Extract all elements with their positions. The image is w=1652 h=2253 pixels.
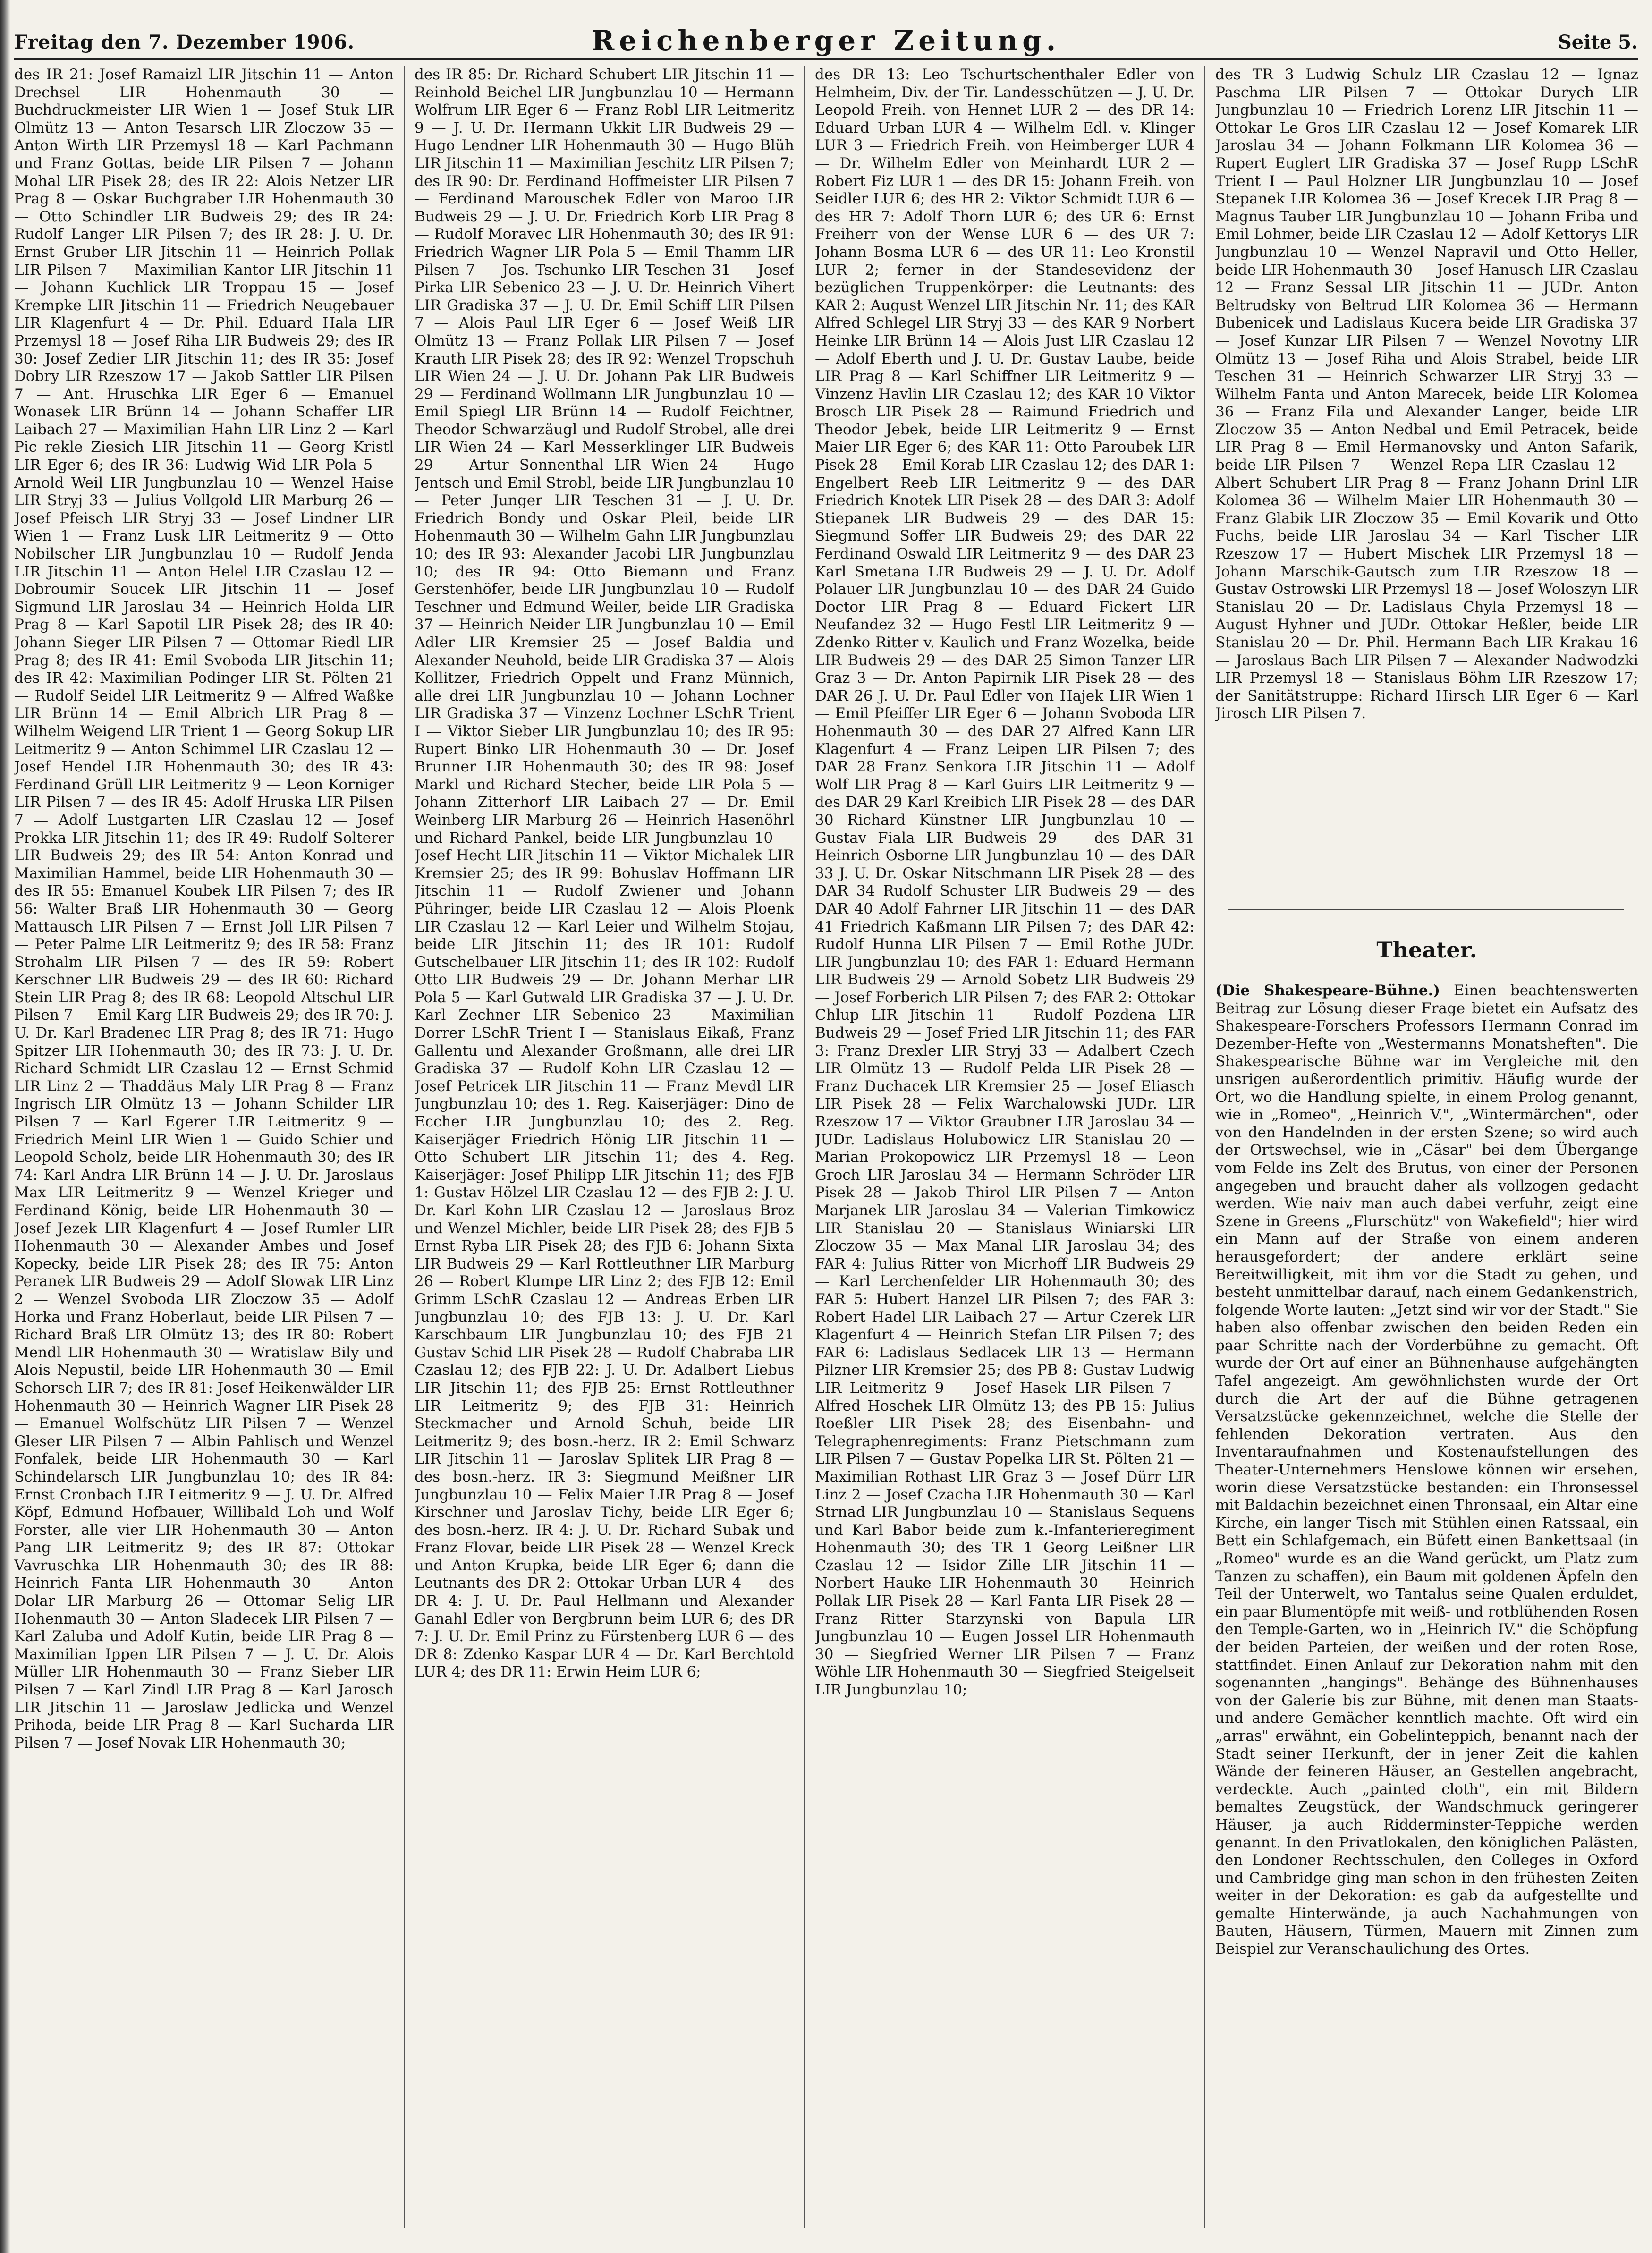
column-2 [415,66,794,2228]
article-body: Einen beachtenswerten Beitrag zur Lösung dieser Frage bietet ein Aufsatz des Shakespeare-Forschers Professors Hermann Conrad im Dezember-Hefte von „Westermanns Monatsheften". Die Shakespearische Bühne war im Vergleiche mit den unsrigen außerordentlich primitiv. Häufig wurde der Ort, wo die Handlung spielte, in einem Prolog genannt, wie in „Romeo", „Heinrich V.", „Wintermärchen", oder von den Handelnden in der ersten Szene; so wird auch der Ortswechsel, wie in „Cäsar" bei dem Übergange vom Felde ins Zelt des Brutus, von einer der Personen angegeben und braucht daher als vollzogen gedacht werden. Wie naiv man auch dabei verfuhr, zeigt eine Szene in Greens „Flurschütz" von Wakefield"; hier wird ein Mann auf der Straße von einem anderen herausgefordert; der andere erklärt seine Bereitwilligkeit, mit ihm vor die Stadt zu gehen, und besteht unmittelbar darauf, nach einem Gedankenstrich, folgende Worte lauten: „Jetzt sind wir vor der Stadt." Sie haben also offenbar zwischen den beiden Reden ein paar Schritte nach der Vorderbühne zu gemacht. Oft wurde der Ort auf einer an Bühnenhause aufgehängten Tafel angezeigt. Am gewöhnlichsten wurde der Ort durch die Art der auf die Bühne getragenen Versatzstücke gekennzeichnet, welche die Stelle der fehlenden Dekoration vertraten. Aus den Inventaraufnahmen und Kostenaufstellungen des Theater-Unternehmers Henslowe können wir ersehen, worin diese Versatzstücke bestanden: ein Thronsessel mit Baldachin bezeichnet einen Thronsaal, ein Altar eine Kirche, ein langer Tisch mit Stühlen einen Ratssaal, ein Bett ein Schlafgemach, ein Büfett einen Bankettsaal (in „Romeo" wurde es an die Wand gerückt, um Platz zum Tanzen zu schaffen), ein Baum mit goldenen Äpfeln den Teil der Unterwelt, wo Tantalus seine Qualen erduldet, ein paar Blumentöpfe mit weiß- und rotblühenden Rosen den Temple-Garten, wo in „Heinrich IV." die Schöpfung der beiden Parteien, der weißen und der roten Rose, stattfindet. Einen Anlauf zur Dekoration nahm mit den sogenannten „hangings". Behänge des Bühnenhauses von der Galerie bis zur Bühne, mit denen man Staats- und andere Gemächer kenntlich machte. Oft wird ein „arras" erwähnt, ein Gobelinteppich, benannt nach der Stadt seiner Herkunft, der in jener Zeit die kahlen Wände der feineren Häuser, an Gestellen angebracht, verdeckte. Auch „painted cloth", ein mit Bildern bemaltes Zeugstück, der Wandschmuck geringerer Häuser, ja auch Ridderminster-Teppiche werden genannt. In den Privatlokalen, den königlichen Palästen, den Londoner Rechtsschulen, den Colleges in Oxford und Cambridge ging man schon in den frühesten Zeiten weiter in der Dekoration: es gab da aufgestellte und gemalte Hinterwände, ja auch Nachahmungen von Bauten, Häusern, Türmen, Mauern mit Zinnen zum Beispiel zur Veranschaulichung des Ortes. [1215,982,1638,1958]
section-heading: Theater. [1376,937,1477,963]
section-rule [1228,909,1624,910]
column-divider [804,66,805,2228]
column-text: des IR 21: Josef Ramaizl LIR Jitschin 11 — Anton Drechsel LIR Hohenmauth 30 — Buchdruckmeister LIR Wien 1 — Josef Stuk LIR Olmütz 13 — Anton Tesarsch LIR Zloczow 35 — Anton Wirth LIR Przemysl 18 — Karl Pachmann und Franz Gottas, beide LIR Pilsen 7 — Johann Mohal LIR Pisek 28; des IR 22: Alois Netzer LIR Prag 8 — Oskar Buchgraber LIR Hohenmauth 30 — Otto Schindler LIR Budweis 29; des IR 24: Rudolf Langer LIR Pilsen 7; des IR 28: J. U. Dr. Ernst Gruber LIR Jitschin 11 — Heinrich Pollak LIR Pilsen 7 — Maximilian Kantor LIR Jitschin 11 — Johann Kuchlick LIR Troppau 15 — Josef Krempke LIR Jitschin 11 — Friedrich Neugebauer LIR Klagenfurt 4 — Dr. Phil. Eduard Hala LIR Przemysl 18 — Josef Riha LIR Budweis 29; des IR 30: Josef Zedier LIR Jitschin 11; des IR 35: Josef Dobry LIR Rzeszow 17 — Jakob Sattler LIR Pilsen 7 — Ant. Hruschka LIR Eger 6 — Emanuel Wonasek LIR Brünn 14 — Johann Schaffer LIR Laibach 27 — Maximilian Hahn LIR Linz 2 — Karl Pic rekle Ziesich LIR Jitschin 11 — Georg Kristl LIR Eger 6; des IR 36: Ludwig Wid LIR Pola 5 — Arnold Weil LIR Jungbunzlau 10 — Wenzel Haise LIR Stryj 33 — Julius Vollgold LIR Marburg 26 — Josef Pfeisch LIR Stryj 33 — Josef Lindner LIR Wien 1 — Franz Lusk LIR Leitmeritz 9 — Otto Nobilscher LIR Jungbunzlau 10 — Rudolf Jenda LIR Jitschin 11 — Anton Helel LIR Czaslau 12 — Dobroumir Soucek LIR Jitschin 11 — Josef Sigmund LIR Jaroslau 34 — Heinrich Holda LIR Prag 8 — Karl Sapotil LIR Pisek 28; des IR 40: Johann Sieger LIR Pilsen 7 — Ottomar Riedl LIR Prag 8; des IR 41: Emil Svoboda LIR Jitschin 11; des IR 42: Maximilian Podinger LIR St. Pölten 21 — Rudolf Seidel LIR Leitmeritz 9 — Alfred Waßke LIR Brünn 14 — Emil Albrich LIR Prag 8 — Wilhelm Weigend LIR Trient 1 — Georg Sokup LIR Leitmeritz 9 — Anton Schimmel LIR Czaslau 12 — Josef Hendel LIR Hohenmauth 30; des IR 43: Ferdinand Grüll LIR Leitmeritz 9 — Leon Korniger LIR Pilsen 7 — des IR 45: Adolf Hruska LIR Pilsen 7 — Adolf Lustgarten LIR Czaslau 12 — Josef Prokka LIR Jitschin 11; des IR 49: Rudolf Solterer LIR Budweis 29; des IR 54: Anton Konrad und Maximilian Hammel, beide LIR Hohenmauth 30 — des IR 55: Emanuel Koubek LIR Pilsen 7; des IR 56: Walter Braß LIR Hohenmauth 30 — Georg Mattausch LIR Pilsen 7 — Ernst Joll LIR Pilsen 7 — Peter Palme LIR Leitmeritz 9; des IR 58: Franz Strohalm LIR Pilsen 7 — des IR 59: Robert Kerschner LIR Budweis 29 — des IR 60: Richard Stein LIR Prag 8; des IR 68: Leopold Altschul LIR Pilsen 7 — Emil Karg LIR Budweis 29; des IR 70: J. U. Dr. Karl Bradenec LIR Prag 8; des IR 71: Hugo Spitzer LIR Hohenmauth 30; des IR 73: J. U. Dr. Richard Schmidt LIR Czaslau 12 — Ernst Schmid LIR Linz 2 — Thaddäus Maly LIR Prag 8 — Franz Ingrisch LIR Olmütz 13 — Johann Schilder LIR Pilsen 7 — Karl Egerer LIR Leitmeritz 9 — Friedrich Meinl LIR Wien 1 — Guido Schier und Leopold Scholz, beide LIR Hohenmauth 30; des IR 74: Karl Andra LIR Brünn 14 — J. U. Dr. Jaroslaus Max LIR Leitmeritz 9 — Wenzel Krieger und Ferdinand König, beide LIR Hohenmauth 30 — Josef Jezek LIR Klagenfurt 4 — Josef Rumler LIR Hohenmauth 30 — Alexander Ambes und Josef Kopecky, beide LIR Pisek 28; des IR 75: Anton Peranek LIR Budweis 29 — Adolf Slowak LIR Linz 2 — Wenzel Svoboda LIR Zloczow 35 — Adolf Horka und Franz Hoberlaut, beide LIR Pilsen 7 — Richard Braß LIR Olmütz 13; des IR 80: Robert Mendl LIR Hohenmauth 30 — Wratislaw Bily und Alois Nepustil, beide LIR Hohenmauth 30 — Emil Schorsch LIR 7; des IR 81: Josef Heikenwälder LIR Hohenmauth 30 — Heinrich Wagner LIR Pisek 28 — Emanuel Wolfschütz LIR Pilsen 7 — Wenzel Gleser LIR Pilsen 7 — Albin Pahlisch und Wenzel Fonfalek, beide LIR Hohenmauth 30 — Karl Schindelarsch LIR Jungbunzlau 10; des IR 84: Ernst Cronbach LIR Leitmeritz 9 — J. U. Dr. Alfred Köpf, Edmund Hofbauer, Willibald Loh und Wolf Forster, alle vier LIR Hohenmauth 30 — Anton Pang LIR Leitmeritz 9; des IR 87: Ottokar Vavruschka LIR Hohenmauth 30; des IR 88: Heinrich Fanta LIR Hohenmauth 30 — Anton Dolar LIR Marburg 26 — Ottomar Selig LIR Hohenmauth 30 — Anton Sladecek LIR Pilsen 7 — Karl Zaluba und Adolf Kutin, beide LIR Prag 8 — Maximilian Ippen LIR Pilsen 7 — J. U. Dr. Alois Müller LIR Hohenmauth 30 — Franz Sieber LIR Pilsen 7 — Karl Zindl LIR Prag 8 — Karl Jarosch LIR Jitschin 11 — Jaroslaw Jedlicka und Wenzel Prihoda, beide LIR Prag 8 — Karl Sucharda LIR Pilsen 7 — Josef Novak LIR Hohenmauth 30; [14,66,394,1752]
theater-article [1215,982,1638,2228]
column-1 [14,66,394,2228]
article-subheading: (Die Shakespeare-Bühne.) [1215,982,1440,999]
column-text: des DR 13: Leo Tschurtschenthaler Edler von Helmheim, Div. der Tir. Landesschützen — J. U. Dr. Leopold Freih. von Hennet LUR 2 — des DR 14: Eduard Urban LUR 4 — Wilhelm Edl. v. Klinger LUR 3 — Friedrich Freih. von Heimberger LUR 4 — Dr. Wilhelm Edler von Meinhardt LUR 2 — Robert Fiz LUR 1 — des DR 15: Johann Freih. von Seidler LUR 6; des HR 2: Viktor Schmidt LUR 6 — des HR 7: Adolf Thorn LUR 6; des UR 6: Ernst Freiherr von der Wense LUR 6 — des UR 7: Johann Bosma LUR 6 — des UR 11: Leo Kronstil LUR 2; ferner in der Standesevidenz der bezüglichen Truppenkörper: die Leutnants: des KAR 2: August Wenzel LIR Jitschin Nr. 11; des KAR Alfred Schlegel LIR Stryj 33 — des KAR 9 Norbert Heinke LIR Brünn 14 — Alois Just LIR Czaslau 12 — Adolf Eberth und J. U. Dr. Gustav Laube, beide LIR Prag 8 — Karl Schiffner LIR Leitmeritz 9 — Vinzenz Havlin LIR Czaslau 12; des KAR 10 Viktor Brosch LIR Pisek 28 — Raimund Friedrich und Theodor Jebek, beide LIR Leitmeritz 9 — Ernst Maier LIR Eger 6; des KAR 11: Otto Paroubek LIR Pisek 28 — Emil Korab LIR Czaslau 12; des DAR 1: Engelbert Reeb LIR Leitmeritz 9 — des DAR Friedrich Knotek LIR Pisek 28 — des DAR 3: Adolf Stiepanek LIR Budweis 29 — des DAR 15: Siegmund Soffer LIR Budweis 29; des DAR 22 Ferdinand Oswald LIR Leitmeritz 9 — des DAR 23 Karl Smetana LIR Budweis 29 — J. U. Dr. Adolf Polauer LIR Jungbunzlau 10 — des DAR 24 Guido Doctor LIR Prag 8 — Eduard Fickert LIR Neufandez 32 — Hugo Festl LIR Leitmeritz 9 — Zdenko Ritter v. Kaulich und Franz Wozelka, beide LIR Budweis 29 — des DAR 25 Simon Tanzer LIR Graz 3 — Dr. Anton Papirnik LIR Pisek 28 — des DAR 26 J. U. Dr. Paul Edler von Hajek LIR Wien 1 — Emil Pfeiffer LIR Eger 6 — Johann Svoboda LIR Hohenmauth 30 — des DAR 27 Alfred Kann LIR Klagenfurt 4 — Franz Leipen LIR Pilsen 7; des DAR 28 Franz Senkora LIR Jitschin 11 — Adolf Wolf LIR Prag 8 — Karl Guirs LIR Leitmeritz 9 — des DAR 29 Karl Kreibich LIR Pisek 28 — des DAR 30 Richard Künstner LIR Jungbunzlau 10 — Gustav Fiala LIR Budweis 29 — des DAR 31 Heinrich Osborne LIR Jungbunzlau 10 — des DAR 33 J. U. Dr. Oskar Nitschmann LIR Pisek 28 — des DAR 34 Rudolf Schuster LIR Budweis 29 — des DAR 40 Adolf Fahrner LIR Jitschin 11 — des DAR 41 Friedrich Kaßmann LIR Pilsen 7; des DAR 42: Rudolf Hunna LIR Pilsen 7 — Emil Rothe JUDr. LIR Jungbunzlau 10; des FAR 1: Eduard Hermann LIR Budweis 29 — Arnold Sobetz LIR Budweis 29 — Josef Forberich LIR Pilsen 7; des FAR 2: Ottokar Chlup LIR Jitschin 11 — Rudolf Pozdena LIR Budweis 29 — Josef Fried LIR Jitschin 11; des FAR 3: Franz Drexler LIR Stryj 33 — Adalbert Czech LIR Olmütz 13 — Rudolf Pelda LIR Pisek 28 — Franz Duchacek LIR Kremsier 25 — Josef Eliasch LIR Pisek 28 — Felix Warchalowski JUDr. LIR Rzeszow 17 — Viktor Graubner LIR Jaroslau 34 — JUDr. Ladislaus Holubowicz LIR Stanislau 20 — Marian Prokopowicz LIR Przemysl 18 — Leon Groch LIR Jaroslau 34 — Hermann Schröder LIR Pisek 28 — Jakob Thirol LIR Pilsen 7 — Anton Marjanek LIR Jaroslau 34 — Valerian Timkowicz LIR Stanislau 20 — Stanislaus Winiarski LIR Zloczow 35 — Max Manal LIR Jaroslau 34; des FAR 4: Julius Ritter von Micrhoff LIR Budweis 29 — Karl Lerchenfelder LIR Hohenmauth 30; des FAR 5: Hubert Hanzel LIR Pilsen 7; des FAR 3: Robert Hadel LIR Laibach 27 — Artur Czerek LIR Klagenfurt 4 — Heinrich Stefan LIR Pilsen 7; des FAR 6: Ladislaus Sedlacek LIR 13 — Hermann Pilzner LIR Kremsier 25; des PB 8: Gustav Ludwig LIR Leitmeritz 9 — Josef Hasek LIR Pilsen 7 — Alfred Hoschek LIR Olmütz 13; des PB 15: Julius Roeßler LIR Pisek 28; des Eisenbahn- und Telegraphenregiments: Franz Pietschmann zum LIR Pilsen 7 — Gustav Popelka LIR St. Pölten 21 — Maximilian Rothast LIR Graz 3 — Josef Dürr LIR Linz 2 — Josef Czacha LIR Hohenmauth 30 — Karl Strnad LIR Jungbunzlau 10 — Stanislaus Sequens und Karl Babor beide zum k.-Infanterieregiment Hohenmauth 30; des TR 1 Georg Leißner LIR Czaslau 12 — Isidor Zille LIR Jitschin 11 — Norbert Hauke LIR Hohenmauth 30 — Heinrich Pollak LIR Pisek 28 — Karl Fanta LIR Pisek 28 — Franz Ritter Starzynski von Bapula LIR Jungbunzlau 10 — Eugen Jossel LIR Hohenmauth 30 — Siegfried Werner LIR Pilsen 7 — Franz Wöhle LIR Hohenmauth 30 — Siegfried Steigelseit LIR Jungbunzlau 10; [815,66,1195,1699]
header-rule [14,58,1638,60]
scan-edge [0,0,10,2253]
issue-date: Freitag den 7. Dezember 1906. [14,31,355,53]
page-number: Seite 5. [1558,31,1638,53]
column-4 [1215,66,1638,916]
column-divider [404,66,405,2228]
masthead [14,25,1638,56]
column-3 [815,66,1195,2228]
column-divider [1204,66,1205,2228]
column-text: des TR 3 Ludwig Schulz LIR Czaslau 12 — Ignaz Paschma LIR Pilsen 7 — Ottokar Durych LIR Jungbunzlau 10 — Friedrich Lorenz LIR Jitschin 11 — Ottokar Le Gros LIR Czaslau 12 — Josef Komarek LIR Jaroslau 34 — Johann Folkmann LIR Kolomea 36 — Rupert Euglert LIR Gradiska 37 — Josef Rupp LSchR Trient I — Paul Holzner LIR Jungbunzlau 10 — Josef Stepanek LIR Kolomea 36 — Josef Krecek LIR Prag 8 — Magnus Tauber LIR Jungbunzlau 10 — Johann Friba und Emil Lohmer, beide LIR Czaslau 12 — Adolf Kettorys LIR Jungbunzlau 10 — Wenzel Napravil und Otto Heller, beide LIR Hohenmauth 30 — Josef Hanusch LIR Czaslau 12 — Franz Sessal LIR Jitschin 11 — JUDr. Anton Beltrudsky von Beltrud LIR Kolomea 36 — Hermann Bubenicek und Ladislaus Kucera beide LIR Gradiska 37 — Josef Kunzar LIR Pilsen 7 — Wenzel Novotny LIR Olmütz 13 — Josef Riha und Alois Strabel, beide LIR Teschen 31 — Heinrich Schwarzer LIR Stryj 33 — Wilhelm Fanta und Anton Marecek, beide LIR Kolomea 36 — Franz Fila und Alexander Langer, beide LIR Zloczow 35 — Anton Nedbal und Emil Petracek, beide LIR Prag 8 — Emil Hermanovsky und Anton Safarik, beide LIR Pilsen 7 — Wenzel Repa LIR Czaslau 12 — Albert Schubert LIR Prag 8 — Franz Johann Drinl LIR Kolomea 36 — Wilhelm Maier LIR Hohenmauth 30 — Franz Glabik LIR Zloczow 35 — Emil Kovarik und Otto Fuchs, beide LIR Jaroslau 34 — Karl Tischer LIR Rzeszow 17 — Hubert Mischek LIR Przemysl 18 — Johann Marschik-Gautsch zum LIR Rzeszow 18 — Gustav Ostrowski LIR Przemysl 18 — Josef Woloszyn LIR Stanislau 20 — Dr. Ladislaus Chyla Przemysl 18 — August Hyhner und JUDr. Ottokar Heßler, beide LIR Stanislau 20 — Dr. Phil. Hermann Bach LIR Krakau 16 — Jaroslaus Bach LIR Pilsen 7 — Alexander Nadwodzki LIR Przemysl 18 — Stanislaus Böhm LIR Rzeszow 17; der Sanitätstruppe: Richard Hirsch LIR Eger 6 — Karl Jirosch LIR Pilsen 7. [1215,66,1638,722]
newspaper-title: Reichenberger Zeitung. [591,25,1061,57]
column-text: des IR 85: Dr. Richard Schubert LIR Jitschin 11 — Reinhold Beichel LIR Jungbunzlau 10 — Hermann Wolfrum LIR Eger 6 — Franz Robl LIR Leitmeritz 9 — J. U. Dr. Hermann Ukkit LIR Budweis 29 — Hugo Lendner LIR Hohenmauth 30 — Hugo Blüh LIR Jitschin 11 — Maximilian Jeschitz LIR Pilsen 7; des IR 90: Dr. Ferdinand Hoffmeister LIR Pilsen 7 — Ferdinand Marouschek Edler von Maroo LIR Budweis 29 — J. U. Dr. Friedrich Korb LIR Prag 8 — Rudolf Moravec LIR Hohenmauth 30; des IR 91: Friedrich Wagner LIR Pola 5 — Emil Thamm LIR Pilsen 7 — Jos. Tschunko LIR Teschen 31 — Josef Pirka LIR Sebenico 23 — J. U. Dr. Heinrich Vihert LIR Gradiska 37 — J. U. Dr. Emil Schiff LIR Pilsen 7 — Alois Paul LIR Eger 6 — Josef Weiß LIR Olmütz 13 — Franz Pollak LIR Pilsen 7 — Josef Krauth LIR Pisek 28; des IR 92: Wenzel Tropschuh LIR Wien 24 — J. U. Dr. Johann Pak LIR Budweis 29 — Ferdinand Wollmann LIR Jungbunzlau 10 — Emil Spiegl LIR Brünn 14 — Rudolf Feichtner, Theodor Schwarzäugl und Rudolf Strobel, alle drei LIR Wien 24 — Karl Messerklinger LIR Budweis 29 — Artur Sonnenthal LIR Wien 24 — Hugo Jentsch und Emil Strobl, beide LIR Jungbunzlau 10 — Peter Junger LIR Teschen 31 — J. U. Dr. Friedrich Bondy und Oskar Pleil, beide LIR Hohenmauth 30 — Wilhelm Gahn LIR Jungbunzlau 10; des IR 93: Alexander Jacobi LIR Jungbunzlau 10; des IR 94: Otto Biemann und Franz Gerstenhöfer, beide LIR Jungbunzlau 10 — Rudolf Teschner und Edmund Weiler, beide LIR Gradiska 37 — Heinrich Neider LIR Jungbunzlau 10 — Emil Adler LIR Kremsier 25 — Josef Baldia und Alexander Neuhold, beide LIR Gradiska 37 — Alois Kollitzer, Friedrich Oppelt und Franz Münnich, alle drei LIR Jungbunzlau 10 — Johann Lochner LIR Gradiska 37 — Vinzenz Lochner LSchR Trient I — Viktor Sieber LIR Jungbunzlau 10; des IR 95: Rupert Binko LIR Hohenmauth 30 — Dr. Josef Brunner LIR Hohenmauth 30; des IR 98: Josef Markl und Richard Stecher, beide LIR Pola 5 — Johann Zitterhorf LIR Laibach 27 — Dr. Emil Weinberg LIR Marburg 26 — Heinrich Hasenöhrl und Richard Pankel, beide LIR Jungbunzlau 10 — Josef Hecht LIR Jitschin 11 — Viktor Michalek LIR Kremsier 25; des IR 99: Bohuslav Hoffmann LIR Jitschin 11 — Rudolf Zwiener und Johann Pühringer, beide LIR Czaslau 12 — Alois Ploenk LIR Czaslau 12 — Karl Leier und Wilhelm Stojau, beide LIR Jitschin 11; des IR 101: Rudolf Gutschelbauer LIR Jitschin 11; des IR 102: Rudolf Otto LIR Budweis 29 — Dr. Johann Merhar LIR Pola 5 — Karl Gutwald LIR Gradiska 37 — J. U. Dr. Karl Zechner LIR Sebenico 23 — Maximilian Dorrer LSchR Trient I — Stanislaus Eikaß, Franz Gallentu und Alexander Großmann, alle drei LIR Gradiska 37 — Rudolf Kohn LIR Czaslau 12 — Josef Petricek LIR Jitschin 11 — Franz Mevdl LIR Jungbunzlau 10; des 1. Reg. Kaiserjäger: Dino de Eccher LIR Jungbunzlau 10; des 2. Reg. Kaiserjäger Friedrich Hönig LIR Jitschin 11 — Otto Schubert LIR Jitschin 11; des 4. Reg. Kaiserjäger: Josef Philipp LIR Jitschin 11; des FJB 1: Gustav Hölzel LIR Czaslau 12 — des FJB 2: J. U. Dr. Karl Kohn LIR Czaslau 12 — Jaroslaus Broz und Wenzel Michler, beide LIR Pisek 28; des FJB 5 Ernst Ryba LIR Pisek 28; des FJB 6: Johann Sixta LIR Budweis 29 — Karl Rottleuthner LIR Marburg 26 — Robert Klumpe LIR Linz 2; des FJB 12: Emil Grimm LSchR Czaslau 12 — Andreas Erben LIR Jungbunzlau 10; des FJB 13: J. U. Dr. Karl Karschbaum LIR Jungbunzlau 10; des FJB 21 Gustav Schid LIR Pisek 28 — Rudolf Chabraba LIR Czaslau 12; des FJB 22: J. U. Dr. Adalbert Liebus LIR Jitschin 11; des FJB 25: Ernst Rottleuthner LIR Leitmeritz 9; des FJB 31: Heinrich Steckmacher und Arnold Schuh, beide LIR Leitmeritz 9; des bosn.-herz. IR 2: Emil Schwarz LIR Jitschin 11 — Jaroslav Splitek LIR Prag 8 — des bosn.-herz. IR 3: Siegmund Meißner LIR Jungbunzlau 10 — Felix Maier LIR Prag 8 — Josef Kirschner und Jaroslav Tichy, beide LIR Eger 6; des bosn.-herz. IR 4: J. U. Dr. Richard Subak und Franz Flovar, beide LIR Pisek 28 — Wenzel Kreck und Anton Krupka, beide LIR Eger 6; dann die Leutnants des DR 2: Ottokar Urban LUR 4 — des DR 4: J. U. Dr. Paul Hellmann und Alexander Ganahl Edler von Bergbrunn beim LUR 6; des DR 7: J. U. Dr. Emil Prinz zu Fürstenberg LUR 6 — des DR 8: Zdenko Kaspar LUR 4 — Dr. Karl Berchtold LUR 4; des DR 11: Erwin Heim LUR 6; [415,66,794,1681]
